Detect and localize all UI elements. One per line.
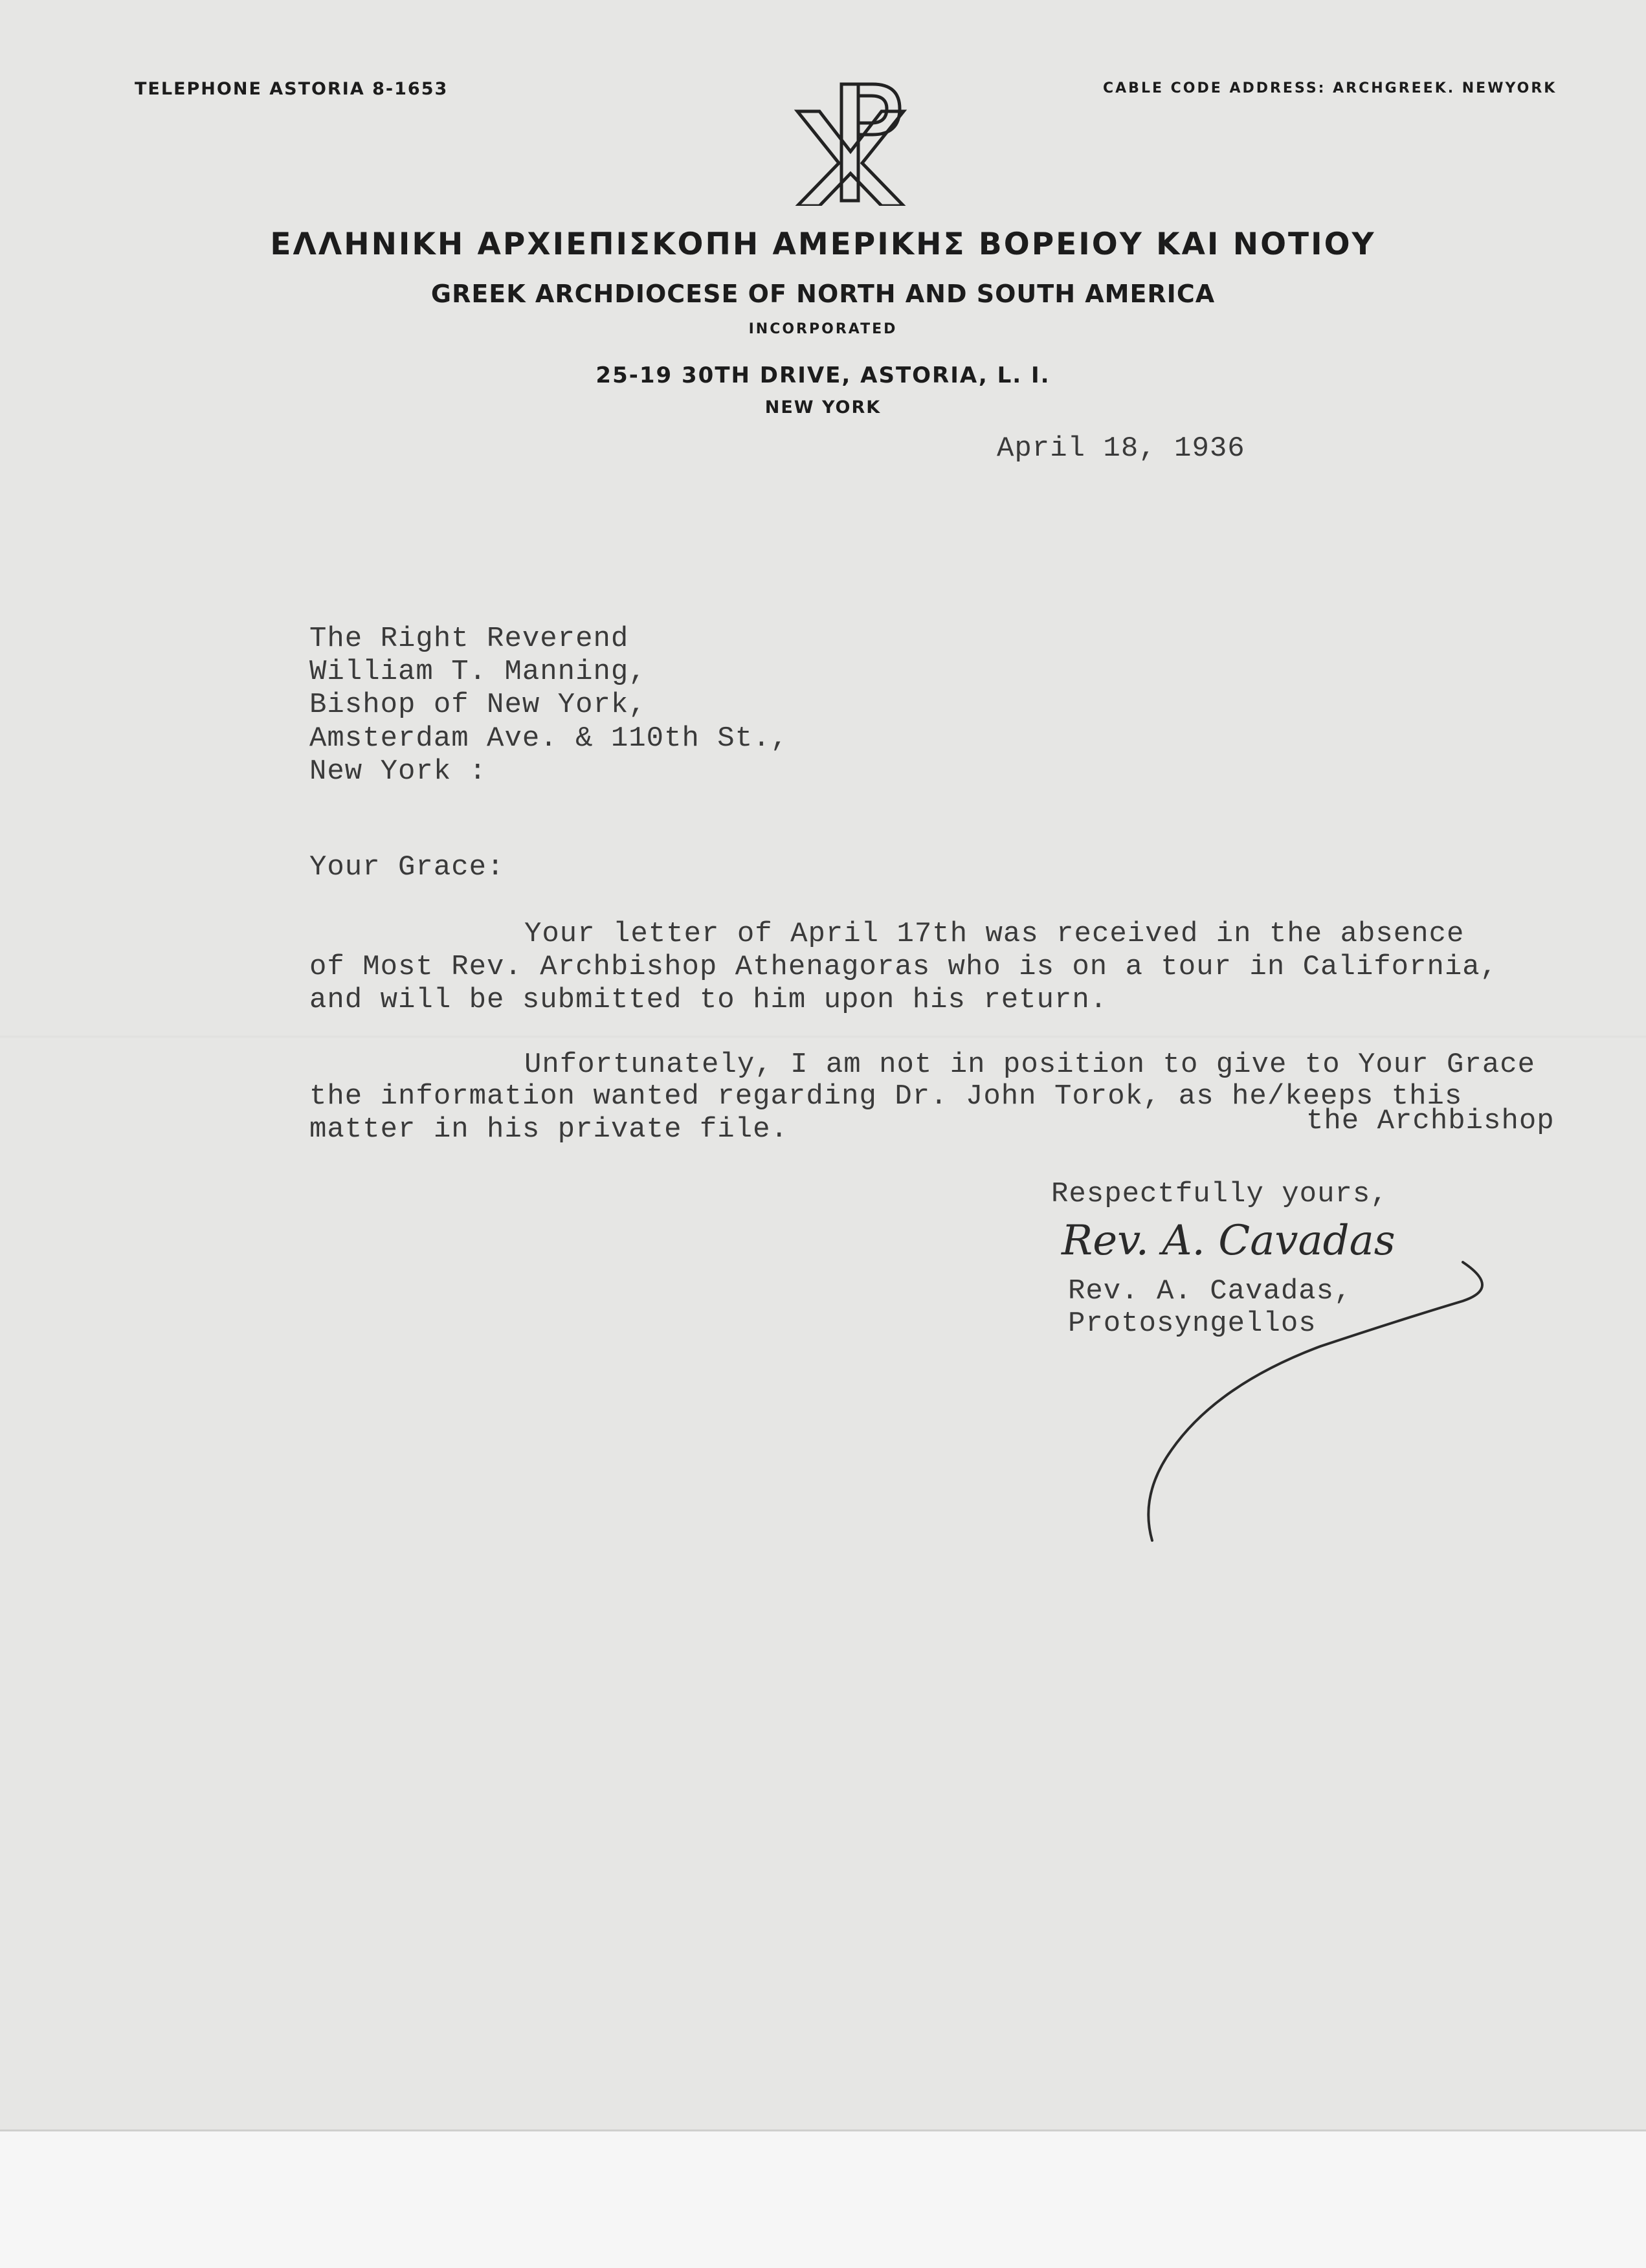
signer-name: Rev. A. Cavadas, [1068, 1275, 1352, 1307]
handwritten-signature: Rev. A. Cavadas [1062, 1217, 1396, 1265]
chi-rho-emblem-icon [790, 79, 911, 206]
recipient-line: New York : [309, 755, 487, 788]
cable-address: CABLE CODE ADDRESS: ARCHGREEK. NEWYORK [1103, 80, 1557, 96]
salutation: Your Grace: [309, 851, 505, 884]
body-text-line: Unfortunately, I am not in position to give to Your Grace [524, 1049, 1536, 1081]
body-text-line: of Most Rev. Archbishop Athenagoras who is on a tour in California, [309, 951, 1498, 983]
recipient-line: The Right Reverend [309, 623, 629, 655]
interlinear-insertion: the Archbishop [1306, 1105, 1555, 1137]
greek-org-name: ΕΛΛΗΝΙΚΗ ΑΡΧΙΕΠΙΣΚΟΠΗ ΑΜΕΡΙΚΗΣ ΒΟΡΕΙΟΥ ΚΑΙ ΝΟΤΙΟΥ [270, 227, 1376, 262]
paper-fold [0, 1036, 1646, 1040]
incorporated-label: INCORPORATED [748, 321, 898, 337]
body-text-line: the information wanted regarding Dr. John Torok, as he/keeps this [309, 1080, 1463, 1113]
letter-date: April 18, 1936 [997, 432, 1245, 465]
street-address: 25-19 30TH DRIVE, ASTORIA, L. I. [595, 362, 1051, 388]
recipient-line: Bishop of New York, [309, 689, 647, 721]
recipient-line: William T. Manning, [309, 656, 647, 688]
signer-title: Protosyngellos [1068, 1307, 1317, 1340]
scan-margin [0, 2131, 1646, 2268]
body-text-line: Your letter of April 17th was received in the absence [524, 918, 1465, 950]
english-org-name: GREEK ARCHDIOCESE OF NORTH AND SOUTH AMERICA [430, 280, 1216, 308]
recipient-line: Amsterdam Ave. & 110th St., [309, 722, 788, 755]
closing: Respectfully yours, [1051, 1178, 1388, 1210]
body-text-line: matter in his private file. [309, 1113, 788, 1146]
city-line: NEW YORK [764, 397, 882, 417]
body-text-line: and will be submitted to him upon his return. [309, 984, 1108, 1016]
telephone-line: TELEPHONE ASTORIA 8-1653 [135, 79, 449, 99]
